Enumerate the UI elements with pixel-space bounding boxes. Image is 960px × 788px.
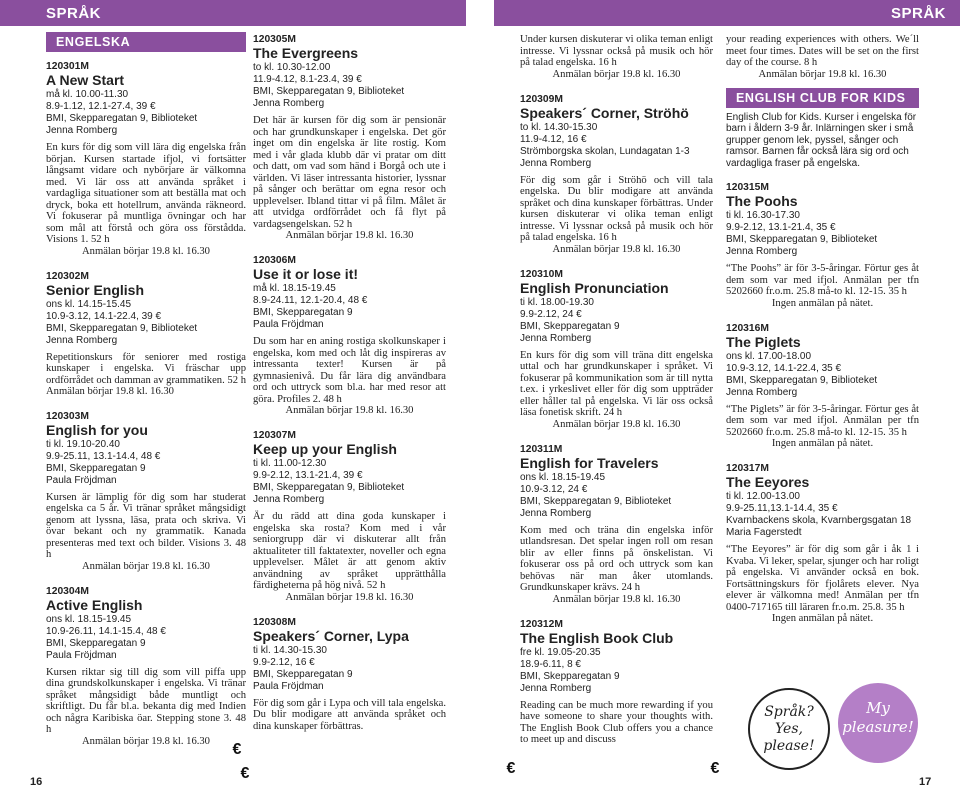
section-heading-english: ENGELSKA [46,32,246,52]
course-registration: Ingen anmälan på nätet. [771,297,874,309]
course-title: English for Travelers [520,454,659,471]
course-120308-continued [520,34,713,81]
course-description: För dig som går i Ströhö och vill tala engelska. Du blir modigare att använda språket och dina kunskaper förbättras. Under kursen diskuterar vi olika teman enligt intresse. Vi lyssnar också på musik och hör på talad engelska. 16 h [520,174,713,243]
course-dates: 9.9-2.12, 13.1-21.4, 35 € [726,222,836,233]
course-teacher: Jenna Romberg [46,334,118,346]
course-registration: Anmälan börjar 19.8 kl. 16.30 [285,591,414,603]
course-dates: 9.9-25.11, 13.1-14.4, 48 € [46,450,161,462]
course-code: 120312M [520,618,563,630]
course-description: Repetitionskurs för seniorer med rostiga kunskaper i engelska. Vi fräschar upp ordförrådet och damman av grammatiken. 52 h Anmälan börjar 19.8 kl. 16.30 [46,351,246,397]
course-dates: 11.9-4.12, 16 € [520,133,587,145]
course-code: 120307M [253,430,296,441]
course-teacher: Jenna Romberg [46,125,118,136]
course-120311 [520,444,713,606]
section-intro-english-club: English Club for Kids. Kurser i engelska för barn i åldern 3-9 år. Inlärningen sker i små grupper genom lek, pyssel, sånger och ramsor. Barnen får också lära sig ord och vardagliga fraser på engelska. [726,111,917,169]
course-place: BMI, Skepparegatan 9 [253,668,353,680]
course-120310 [520,269,713,431]
course-code: 120308M [253,616,296,628]
course-teacher: Paula Fröjdman [253,680,324,692]
course-day: må kl. 10.00-11.30 [46,89,129,100]
course-code: 120306M [253,255,296,266]
course-day: ti kl. 18.00-19.30 [520,296,594,308]
course-place: BMI, Skepparegatan 9, Biblioteket [726,234,878,245]
course-code: 120309M [520,93,563,105]
page-number-right: 17 [919,776,932,788]
course-registration: Anmälan börjar 19.8 kl. 16.30 [552,243,681,255]
course-teacher: Jenna Romberg [520,157,592,169]
course-place: BMI, Skepparegatan 9 [520,670,620,682]
course-day: ti kl. 16.30-17.30 [726,210,800,221]
course-registration: Anmälan börjar 19.8 kl. 16.30 [82,735,210,747]
course-place: Kvarnbackens skola, Kvarnbergsgatan 18 [726,515,912,526]
course-title: The English Book Club [520,629,674,646]
course-description: För dig som går i Lypa och vill tala engelska. Du blir modigare att använda språket och dina kunskaper förbättras. [253,697,446,732]
euro-icon: € [506,760,516,777]
course-place: Strömborgska skolan, Lundagatan 1-3 [520,145,690,157]
course-120305 [253,34,446,242]
course-teacher: Jenna Romberg [520,682,592,694]
course-day: ti kl. 12.00-13.00 [726,491,800,502]
course-day: ti kl. 19.10-20.40 [46,438,120,450]
course-title: The Eeyores [726,474,810,490]
course-120301 [46,61,246,258]
course-120315 [726,182,919,310]
course-description: “The Poohs” är för 3-5-åringar. Förtur ges åt dem som var med ifjol. Anmälan per tfn 5202660 fr.o.m. 25.8 må-to kl. 12-15. 35 h [726,263,919,297]
course-120302 [46,271,246,398]
course-place: BMI, Skepparegatan 9 [253,307,353,318]
course-day: må kl. 18.15-19.45 [253,283,336,294]
euro-icon: € [710,760,720,777]
course-title: English Pronunciation [520,279,669,296]
course-day: ons kl. 18.15-19.45 [46,613,132,625]
course-120316 [726,323,919,451]
section-heading-english-club: ENGLISH CLUB FOR KIDS [726,88,919,108]
course-code: 120310M [520,268,563,280]
course-registration: Anmälan börjar 19.8 kl. 16.30 [552,68,681,80]
course-teacher: Jenna Romberg [726,246,798,257]
course-title: The Piglets [726,333,801,350]
header-title-left: SPRÅK [46,5,102,22]
course-description: Kursen är lämplig för dig som har studerat engelska ca 5 år. Vi tränar språket mångsidigt genom att lyssna, läsa, prata och skriva. Vi övar bekant och ny grammatik. Kanada presenteras med text och bilder. Visions 3. 48 h [46,491,246,560]
course-day: ti kl. 11.00-12.30 [253,458,327,469]
course-code: 120301M [46,61,89,72]
course-registration: Anmälan börjar 19.8 kl. 16.30 [285,405,414,416]
course-title: Active English [46,596,143,613]
course-day: ons kl. 14.15-15.45 [46,298,132,310]
course-dates: 9.9-2.12, 16 € [253,656,315,668]
course-dates: 18.9-6.11, 8 € [520,658,581,670]
course-code: 120315M [726,182,769,193]
course-description: “The Piglets” är för 3-5-åringar. Förtur ges åt dem som var med ifjol. Anmälan per tfn 5202660 fr.o.m. 25.8 må-to kl. 12-15. 35 h [726,403,919,438]
course-dates: 8.9-24.11, 12.1-20.4, 48 € [253,295,368,306]
course-day: ons kl. 18.15-19.45 [520,471,606,483]
course-day: fre kl. 19.05-20.35 [520,646,601,658]
course-day: to kl. 14.30-15.30 [520,121,598,133]
course-description: “The Eeyores” är för dig som går i åk 1 i Kvaba. Vi leker, spelar, sjunger och har roligt på engelska. Vi använder också en bok. Fortsättningskurs för fjolårets elever. Nya elever är välkomna med! Anmälan per tfn 0400-717165 till läraren fr.o.m. 25.8. 35 h [726,544,919,613]
course-title: Speakers´ Corner, Ströhö [520,104,689,121]
course-description: Det här är kursen för dig som är pensionär och har grundkunskaper i engelska. Det gör inget om din engelska är lite rostig. Kom med i vår glada klubb där vi pratar om ditt och datt, om vad som händ i Borgå och ute i världen. Vi läser intressanta historier, lyssnar på sånger och berättar om egna resor och upplevelser. Ibland tittar vi på film. Målet är att utvidga ordförrådet och få flyt på vardagsengelskan. 52 h [253,115,446,230]
course-teacher: Maria Fagerstedt [726,527,802,538]
euro-icon: € [232,741,242,758]
course-registration: Anmälan börjar 19.8 kl. 16.30 [552,418,681,430]
course-teacher: Jenna Romberg [726,386,798,398]
course-teacher: Paula Fröjdman [253,319,324,330]
speech-bubble-text: Språk? Yes, please! [763,704,815,754]
course-code: 120303M [46,410,89,422]
speech-bubble-text: My pleasure! [842,699,914,736]
course-dates: 9.9-2.12, 24 € [520,308,582,320]
course-dates: 10.9-3.12, 24 € [520,483,588,495]
header-bar-right [494,0,960,26]
course-title: Senior English [46,281,145,298]
course-place: BMI, Skepparegatan 9 [520,320,620,332]
course-120303 [46,411,246,573]
course-day: to kl. 10.30-12.00 [253,62,331,73]
course-teacher: Paula Fröjdman [46,649,117,661]
course-description: En kurs för dig som vill lära dig engelska från början. Kursen startade ifjol, vi fortsätter långsamt vidare och nybörjare är välkomna med. Vi lär oss att använda språket i vardagliga situationer som att beställa mat och dryck, boka ett hotellrum, använda räkneord. Vi fokuserar på muntliga övningar och har som mål att förstå och göra oss förstådda. Visions 1. 52 h [46,142,246,245]
course-description: Är du rädd att dina goda kunskaper i engelska ska rosta? Kom med i vår seniorgrupp där vi diskuterar allt från aktualiteter till faktatexter, noveller och egna upplevelser. Målet är att genom aktiv användning av språket upprätthålla färdigheterna på hög nivå. 52 h [253,511,446,591]
course-120307 [253,430,446,604]
course-title: Use it or lose it! [253,266,359,282]
course-120308 [253,617,446,733]
column-4 [726,32,919,625]
course-code: 120316M [726,322,769,334]
course-dates: 10.9-3.12, 14.1-22.4, 39 € [46,310,162,322]
course-title: English for you [46,421,148,438]
header-bar-left [0,0,466,26]
course-teacher: Jenna Romberg [253,494,325,505]
course-registration: Anmälan börjar 19.8 kl. 16.30 [82,560,210,572]
course-place: BMI, Skepparegatan 9 [46,462,146,474]
course-dates: 8.9-1.12, 12.1-27.4, 39 € [46,101,156,112]
course-place: BMI, Skepparegatan 9, Biblioteket [520,495,672,507]
course-registration: Anmälan börjar 19.8 kl. 16.30 [285,230,414,241]
course-code: 120311M [520,443,563,455]
course-day: ti kl. 14.30-15.30 [253,644,327,656]
course-description: Du som har en aning rostiga skolkunskaper i engelska, kom med och låt dig inspireras av intressanta texter! Kursen är på gymnasienivå. Du får lära dig användbara ord och uttryck som bl.a. har med resor att göra. Profiles 2. 48 h [253,336,446,405]
course-teacher: Jenna Romberg [253,98,325,109]
course-code: 120302M [46,270,89,282]
course-dates: 9.9-25.11,13.1-14.4, 35 € [726,503,838,514]
course-code: 120305M [253,34,296,45]
course-title: A New Start [46,72,125,88]
page-number-left: 16 [30,776,43,788]
course-dates: 10.9-26.11, 14.1-15.4, 48 € [46,625,166,637]
course-registration: Ingen anmälan på nätet. [771,438,874,449]
course-120304 [46,586,246,748]
course-description: Kom med och träna din engelska inför utlandsresan. Det spelar ingen roll om resan blir av eller finns på önskelistan. Vi fokuserar oss på ord och uttryck som kan behövas när man åker utomlands. Grundkunskaper krävs. 24 h [520,524,713,593]
course-code: 120304M [46,585,89,597]
course-place: BMI, Skepparegatan 9, Biblioteket [253,86,405,97]
course-place: BMI, Skepparegatan 9, Biblioteket [46,322,198,334]
column-2 [253,32,446,732]
column-3 [520,32,713,746]
course-dates: 10.9-3.12, 14.1-22.4, 35 € [726,362,842,374]
course-registration: Ingen anmälan på nätet. [771,613,874,624]
course-120312 [520,619,713,746]
course-dates: 11.9-4.12, 8.1-23.4, 39 € [253,74,362,85]
header-title-right: SPRÅK [890,5,946,22]
course-description: Reading can be much more rewarding if you have someone to share your thoughts with. The English Book Club offers you a chance to meet up and discuss [520,699,713,745]
course-teacher: Paula Fröjdman [46,474,117,486]
course-description: Under kursen diskuterar vi olika teman enligt intresse. Vi lyssnar också på musik och hör på talad engelska. 16 h [520,34,713,68]
course-120309 [520,94,713,256]
course-place: BMI, Skepparegatan 9, Biblioteket [253,482,405,493]
course-place: BMI, Skepparegatan 9 [46,637,146,649]
course-title: The Evergreens [253,45,359,61]
course-registration: Anmälan börjar 19.8 kl. 16.30 [82,245,210,257]
column-1 [46,32,246,748]
course-title: Keep up your English [253,441,397,457]
course-title: The Poohs [726,193,798,209]
course-day: ons kl. 17.00-18.00 [726,350,812,362]
speech-bubble-right [838,683,918,763]
course-place: BMI, Skepparegatan 9, Biblioteket [726,374,878,386]
course-120317 [726,463,919,625]
course-place: BMI, Skepparegatan 9, Biblioteket [46,113,198,124]
course-teacher: Jenna Romberg [520,332,592,344]
course-registration: Anmälan börjar 19.8 kl. 16.30 [758,68,887,80]
course-description: your reading experiences with others. We´ll meet four times. Dates will be set on the first day of the course. 8 h [726,34,919,68]
course-dates: 9.9-2.12, 13.1-21.4, 39 € [253,470,363,481]
course-120312-continued [726,34,919,81]
course-120306 [253,255,446,417]
course-description: En kurs för dig som vill träna ditt engelska uttal och har grundkunskaper i språket. Vi fokuserar på kommunikation som är till nytta t.ex. i yrkeslivet eller för dig som uppträder eller håller tal på engelska. Vi lär oss också läsa fonetisk skrift. 24 h [520,349,713,418]
course-code: 120317M [726,463,769,474]
speech-bubble-left [748,688,830,770]
course-description: Kursen riktar sig till dig som vill piffa upp dina grundskolkunskaper i engelska. Vi tränar språket mångsidigt både muntligt och skriftligt. Du får bl.a. bekanta dig med Indien och några Karibiska öar. Stepping stone 3. 48 h [46,666,246,735]
course-title: Speakers´ Corner, Lypa [253,627,409,644]
euro-icon: € [240,765,250,782]
course-teacher: Jenna Romberg [520,507,592,519]
course-registration: Anmälan börjar 19.8 kl. 16.30 [552,593,681,605]
